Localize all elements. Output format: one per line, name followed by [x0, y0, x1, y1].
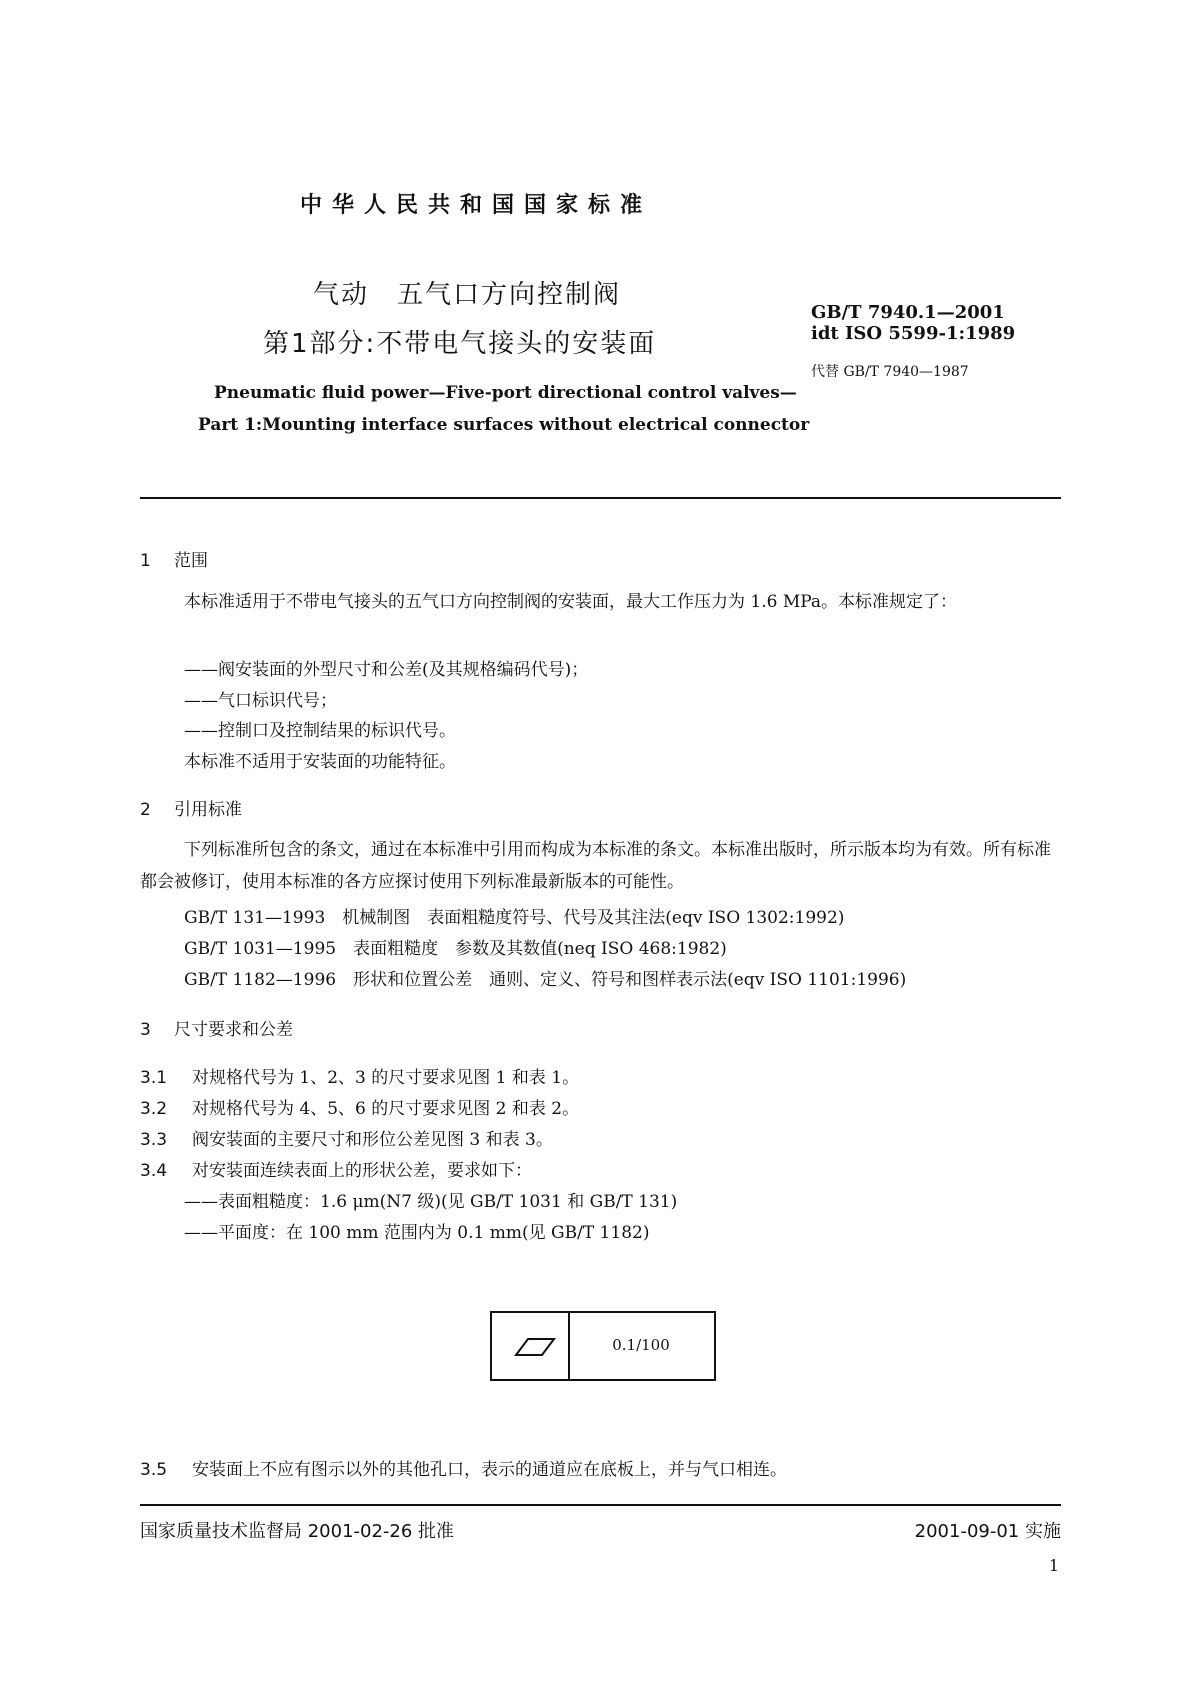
section-3-heading [140, 1015, 293, 1040]
reference-item: GB/T 131—1993 机械制图 表面粗糙度符号、代号及其注法(eqv ISO 1302:1992) [184, 908, 845, 928]
cn-title-line2: 第1部分:不带电气接头的安装面 [263, 329, 657, 359]
clause-text: 阀安装面的主要尺寸和形位公差见图 3 和表 3。 [192, 1130, 553, 1150]
en-title-line2: Part 1:Mounting interface surfaces without electrical connector [198, 415, 810, 435]
clause-3-3 [140, 1125, 553, 1150]
list-item: ——阀安装面的外型尺寸和公差(及其规格编码代号)； [184, 660, 589, 680]
section-1-heading [140, 546, 208, 571]
flatness-tolerance-frame [490, 1311, 716, 1381]
clause-number: 3.5 [140, 1460, 168, 1480]
reference-item: GB/T 1031—1995 表面粗糙度 参数及其数值(neq ISO 468:1982) [184, 939, 727, 959]
reference-item: GB/T 1182—1996 形状和位置公差 通则、定义、符号和图样表示法(eqv ISO 1101:1996) [184, 970, 907, 990]
scope-exclusion-note: 本标准不适用于安装面的功能特征。 [184, 752, 456, 772]
section-title: 引用标准 [174, 800, 242, 820]
section-number: 3 [140, 1020, 151, 1040]
clause-3-1 [140, 1063, 579, 1088]
section-number: 2 [140, 800, 151, 820]
clause-text: 安装面上不应有图示以外的其他孔口，表示的通道应在底板上，并与气口相连。 [192, 1460, 787, 1480]
clause-text: 对规格代号为 4、5、6 的尺寸要求见图 2 和表 2。 [192, 1099, 580, 1119]
clause-number: 3.1 [140, 1068, 168, 1088]
national-standard-title: 中华人民共和国国家标准 [300, 193, 653, 218]
section-title: 范围 [174, 551, 208, 571]
clause-text: 对安装面连续表面上的形状公差，要求如下： [192, 1161, 532, 1181]
page-number: 1 [1048, 1556, 1059, 1575]
section-2-paragraph: 下列标准所包含的条文，通过在本标准中引用而构成为本标准的条文。本标准出版时，所示版本均为有效。所有标准都会被修订，使用本标准的各方应探讨使用下列标准最新版本的可能性。 [140, 840, 1051, 892]
clause-number: 3.3 [140, 1130, 168, 1150]
replaces-standard: 代替 GB/T 7940—1987 [811, 364, 969, 380]
cn-title-line1: 气动 五气口方向控制阀 [313, 280, 622, 310]
flatness-parallelogram-icon [502, 1331, 558, 1365]
effective-date: 2001-09-01 实施 [914, 1521, 1061, 1542]
clause-3-2 [140, 1094, 579, 1119]
section-title: 尺寸要求和公差 [174, 1020, 293, 1040]
sub-item: ——表面粗糙度：1.6 μm(N7 级)(见 GB/T 1031 和 GB/T 131) [184, 1192, 678, 1212]
approval-text: 国家质量技术监督局 2001-02-26 批准 [140, 1521, 455, 1542]
list-item: ——气口标识代号； [184, 691, 337, 711]
clause-number: 3.4 [140, 1161, 168, 1181]
standard-code: GB/T 7940.1—2001 [811, 302, 1005, 323]
list-item: ——控制口及控制结果的标识代号。 [184, 721, 456, 741]
section-number: 1 [140, 551, 151, 571]
footer-divider [140, 1504, 1061, 1506]
idt-reference: idt ISO 5599-1:1989 [811, 323, 1016, 344]
clause-3-4 [140, 1156, 532, 1181]
tolerance-value: 0.1/100 [612, 1336, 670, 1354]
sub-item: ——平面度：在 100 mm 范围内为 0.1 mm(见 GB/T 1182) [184, 1223, 650, 1243]
clause-3-5 [140, 1455, 787, 1480]
section-1-paragraph: 本标准适用于不带电气接头的五气口方向控制阀的安装面，最大工作压力为 1.6 MPa。本标准规定了： [184, 592, 958, 612]
header-divider [140, 497, 1061, 499]
clause-text: 对规格代号为 1、2、3 的尺寸要求见图 1 和表 1。 [192, 1068, 580, 1088]
section-2-heading [140, 795, 242, 820]
en-title-line1: Pneumatic fluid power—Five-port directional control valves— [214, 383, 797, 403]
clause-number: 3.2 [140, 1099, 168, 1119]
